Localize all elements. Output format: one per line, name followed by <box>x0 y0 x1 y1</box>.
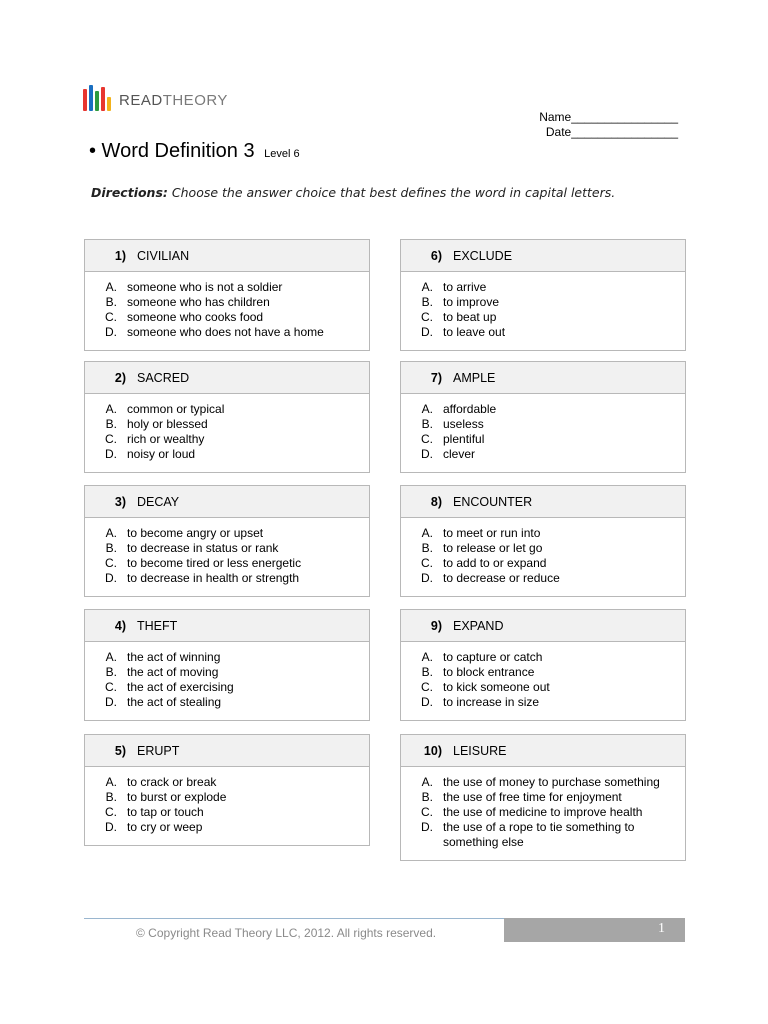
title-level: Level 6 <box>264 148 300 160</box>
option-letter: A. <box>105 280 117 294</box>
answer-option[interactable] <box>401 775 685 790</box>
question-word: SACRED <box>137 370 190 385</box>
date-field[interactable]: Date________________ <box>545 125 678 139</box>
question-header <box>401 362 685 394</box>
question-word: CIVILIAN <box>137 248 190 263</box>
option-text: to burst or explode <box>127 790 227 804</box>
option-letter: D. <box>105 820 117 834</box>
title-main: • Word Definition 3 <box>89 140 255 162</box>
option-text: rich or wealthy <box>127 432 205 446</box>
question-header <box>85 486 369 518</box>
worksheet-title <box>89 140 300 163</box>
answer-option[interactable] <box>401 310 685 325</box>
option-letter: B. <box>105 665 117 679</box>
option-letter: A. <box>105 526 117 540</box>
question-card <box>400 609 686 721</box>
answer-option[interactable] <box>401 820 685 850</box>
question-header <box>401 610 685 642</box>
answer-options <box>401 394 685 472</box>
option-text: someone who has children <box>127 295 270 309</box>
name-field[interactable]: Name________________ <box>539 110 678 124</box>
option-text: to become angry or upset <box>127 526 264 540</box>
question-number: 9) <box>430 618 442 633</box>
option-text: to increase in size <box>443 695 540 709</box>
option-letter: B. <box>421 417 433 431</box>
option-text: holy or blessed <box>127 417 208 431</box>
answer-options <box>401 642 685 720</box>
question-number: 8) <box>430 494 442 509</box>
answer-option[interactable] <box>401 665 685 680</box>
option-text: someone who does not have a home <box>127 325 324 339</box>
option-text: to decrease in health or strength <box>127 571 300 585</box>
option-text: to leave out <box>443 325 506 339</box>
answer-option[interactable] <box>85 665 369 680</box>
answer-option[interactable] <box>401 295 685 310</box>
answer-option[interactable] <box>401 417 685 432</box>
option-text: the act of winning <box>127 650 221 664</box>
option-letter: C. <box>105 556 117 570</box>
option-text: noisy or loud <box>127 447 196 461</box>
book-5 <box>107 97 111 111</box>
option-text: common or typical <box>127 402 225 416</box>
answer-option[interactable] <box>85 541 369 556</box>
directions-label: Directions: <box>91 185 168 200</box>
answer-option[interactable] <box>85 325 369 340</box>
option-text: to crack or break <box>127 775 217 789</box>
question-card <box>84 609 370 721</box>
option-text: the use of medicine to improve health <box>443 805 643 819</box>
option-text: the use of a rope to tie something to something else <box>443 820 635 849</box>
option-letter: A. <box>421 650 433 664</box>
option-letter: C. <box>105 432 117 446</box>
footer-copyright: © Copyright Read Theory LLC, 2012. All rights reserved. <box>136 926 437 940</box>
page-number: 1 <box>658 921 665 936</box>
directions <box>91 185 615 200</box>
logo-read: READ <box>119 91 163 109</box>
answer-option[interactable] <box>85 310 369 325</box>
option-letter: B. <box>105 417 117 431</box>
answer-option[interactable] <box>85 775 369 790</box>
answer-option[interactable] <box>401 680 685 695</box>
question-card <box>400 239 686 351</box>
question-word: DECAY <box>137 494 180 509</box>
answer-options <box>85 518 369 596</box>
answer-option[interactable] <box>401 571 685 586</box>
answer-options <box>85 394 369 472</box>
answer-option[interactable] <box>85 695 369 710</box>
answer-option[interactable] <box>401 280 685 295</box>
option-text: to arrive <box>443 280 487 294</box>
question-number: 6) <box>430 248 442 263</box>
question-word: EXPAND <box>453 618 504 633</box>
option-text: to beat up <box>443 310 497 324</box>
answer-option[interactable] <box>401 541 685 556</box>
option-text: the use of free time for enjoyment <box>443 790 622 804</box>
option-text: someone who cooks food <box>127 310 264 324</box>
option-text: to release or let go <box>443 541 543 555</box>
logo-wordmark <box>119 92 228 109</box>
option-text: to block entrance <box>443 665 535 679</box>
answer-option[interactable] <box>85 417 369 432</box>
answer-option[interactable] <box>85 280 369 295</box>
answer-option[interactable] <box>401 402 685 417</box>
option-letter: D. <box>105 571 117 585</box>
answer-options <box>85 642 369 720</box>
option-letter: C. <box>421 432 433 446</box>
question-header <box>85 362 369 394</box>
answer-option[interactable] <box>85 432 369 447</box>
answer-options <box>401 518 685 596</box>
question-number: 5) <box>114 743 126 758</box>
answer-option[interactable] <box>401 790 685 805</box>
option-text: the act of stealing <box>127 695 222 709</box>
page-number-box <box>504 918 685 942</box>
question-card <box>400 361 686 473</box>
question-number: 3) <box>114 494 126 509</box>
question-card <box>84 239 370 351</box>
books-icon <box>83 83 113 111</box>
answer-option[interactable] <box>85 680 369 695</box>
option-letter: A. <box>421 526 433 540</box>
option-letter: B. <box>105 295 117 309</box>
answer-option[interactable] <box>85 402 369 417</box>
student-info <box>539 110 678 140</box>
question-card <box>400 734 686 861</box>
option-letter: C. <box>421 680 433 694</box>
answer-option[interactable] <box>85 571 369 586</box>
option-text: clever <box>443 447 476 461</box>
option-letter: D. <box>105 695 117 709</box>
question-header <box>85 610 369 642</box>
answer-option[interactable] <box>401 650 685 665</box>
question-number: 1) <box>114 248 126 263</box>
question-word: ENCOUNTER <box>453 494 533 509</box>
question-header <box>85 240 369 272</box>
option-text: to add to or expand <box>443 556 547 570</box>
question-card <box>84 734 370 846</box>
option-letter: C. <box>421 556 433 570</box>
question-card <box>84 485 370 597</box>
answer-option[interactable] <box>401 325 685 340</box>
option-text: useless <box>443 417 484 431</box>
option-letter: D. <box>421 695 433 709</box>
question-number: 10) <box>423 743 442 758</box>
question-number: 7) <box>430 370 442 385</box>
option-text: to become tired or less energetic <box>127 556 302 570</box>
option-letter: D. <box>421 447 433 461</box>
book-4 <box>101 87 105 111</box>
answer-option[interactable] <box>85 650 369 665</box>
option-letter: C. <box>105 310 117 324</box>
answer-option[interactable] <box>85 447 369 462</box>
option-letter: B. <box>105 541 117 555</box>
answer-option[interactable] <box>85 556 369 571</box>
question-card <box>84 361 370 473</box>
option-text: to meet or run into <box>443 526 541 540</box>
option-letter: B. <box>105 790 117 804</box>
option-letter: D. <box>105 447 117 461</box>
question-header <box>85 735 369 767</box>
option-letter: A. <box>421 775 433 789</box>
answer-option[interactable] <box>401 526 685 541</box>
option-text: the use of money to purchase something <box>443 775 660 789</box>
option-letter: A. <box>421 280 433 294</box>
book-2 <box>89 85 93 111</box>
question-header <box>401 240 685 272</box>
option-letter: C. <box>421 805 433 819</box>
option-text: the act of exercising <box>127 680 234 694</box>
question-number: 2) <box>114 370 126 385</box>
option-letter: C. <box>105 680 117 694</box>
question-header <box>401 486 685 518</box>
answer-option[interactable] <box>85 820 369 835</box>
option-letter: D. <box>105 325 117 339</box>
footer-divider <box>84 918 504 919</box>
option-letter: C. <box>105 805 117 819</box>
option-text: to cry or weep <box>127 820 203 834</box>
answer-options <box>85 767 369 845</box>
option-text: to improve <box>443 295 500 309</box>
answer-option[interactable] <box>401 556 685 571</box>
question-header <box>401 735 685 767</box>
option-letter: D. <box>421 820 433 834</box>
logo-theory: THEORY <box>162 91 228 109</box>
option-letter: B. <box>421 541 433 555</box>
option-text: someone who is not a soldier <box>127 280 283 294</box>
question-number: 4) <box>114 618 126 633</box>
question-word: ERUPT <box>137 743 180 758</box>
question-card <box>400 485 686 597</box>
option-text: to capture or catch <box>443 650 543 664</box>
option-letter: A. <box>105 402 117 416</box>
option-text: to kick someone out <box>443 680 550 694</box>
answer-options <box>401 272 685 350</box>
answer-option[interactable] <box>401 805 685 820</box>
option-letter: A. <box>105 775 117 789</box>
option-letter: B. <box>421 790 433 804</box>
answer-option[interactable] <box>85 805 369 820</box>
option-text: to decrease in status or rank <box>127 541 279 555</box>
directions-text: Choose the answer choice that best defines the word in capital letters. <box>171 185 616 200</box>
answer-option[interactable] <box>401 447 685 462</box>
option-letter: D. <box>421 571 433 585</box>
option-letter: B. <box>421 295 433 309</box>
option-letter: B. <box>421 665 433 679</box>
option-text: to decrease or reduce <box>443 571 560 585</box>
question-word: AMPLE <box>453 370 496 385</box>
option-text: plentiful <box>443 432 485 446</box>
answer-option[interactable] <box>85 526 369 541</box>
answer-option[interactable] <box>401 695 685 710</box>
book-3 <box>95 91 99 111</box>
option-text: to tap or touch <box>127 805 204 819</box>
option-text: the act of moving <box>127 665 219 679</box>
option-letter: A. <box>421 402 433 416</box>
answer-options <box>401 767 685 860</box>
question-word: THEFT <box>137 618 178 633</box>
question-word: EXCLUDE <box>453 248 513 263</box>
option-letter: A. <box>105 650 117 664</box>
answer-options <box>85 272 369 350</box>
option-letter: C. <box>421 310 433 324</box>
option-text: affordable <box>443 402 497 416</box>
answer-option[interactable] <box>85 790 369 805</box>
option-letter: D. <box>421 325 433 339</box>
question-word: LEISURE <box>453 743 507 758</box>
answer-option[interactable] <box>85 295 369 310</box>
answer-option[interactable] <box>401 432 685 447</box>
book-1 <box>83 89 87 111</box>
readtheory-logo <box>83 82 228 112</box>
